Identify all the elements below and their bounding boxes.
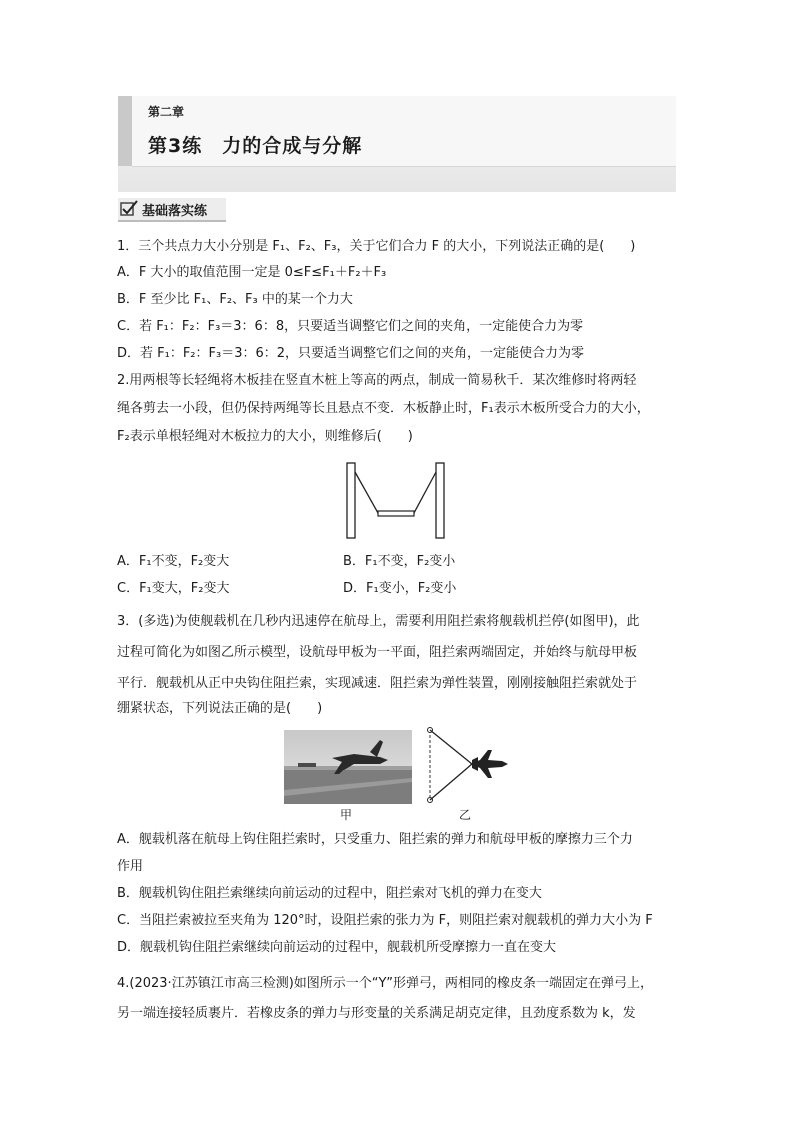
carrier-photo (284, 730, 412, 804)
question-3-stem-line-1: 3．(多选)为使舰载机在几秒内迅速停在航母上，需要利用阻拦索将舰载机拦停(如图甲)，此 (117, 614, 640, 629)
question-3-stem-line-3: 平行．舰载机从正中央钩住阻拦索，实现减速．阻拦索为弹性装置，刚刚接触阻拦索就处于 (117, 676, 638, 691)
section-label: 基础落实练 (142, 204, 208, 219)
question-2-stem-line-2: 绳各剪去一小段，但仍保持两绳等长且悬点不变．木板静止时，F₁表示木板所受合力的大小， (117, 401, 650, 416)
figure-caption-jia: 甲 (340, 808, 353, 822)
question-2-stem-line-3: F₂表示单根轻绳对木板拉力的大小，则维修后( ) (117, 429, 413, 444)
question-2-option-b: B．F₁不变，F₂变小 (343, 554, 456, 569)
question-3-option-d: D．舰载机钩住阻拦索继续向前运动的过程中，舰载机所受摩擦力一直在变大 (117, 940, 557, 955)
checkbox-icon (120, 200, 138, 216)
header-accent-bar (118, 96, 132, 166)
swing-figure (344, 460, 450, 542)
question-1-option-d: D．若 F₁：F₂：F₃＝3：6：2，只要适当调整它们之间的夹角，一定能使合力为零 (117, 346, 585, 361)
question-3-option-a-line-2: 作用 (117, 859, 144, 874)
question-2-option-a: A．F₁不变，F₂变大 (117, 554, 230, 569)
question-1-option-a: A．F 大小的取值范围一定是 0≤F≤F₁＋F₂＋F₃ (117, 265, 387, 280)
question-3-option-b: B．舰载机钩住阻拦索继续向前运动的过程中，阻拦索对飞机的弹力在变大 (117, 886, 542, 901)
question-2-option-d: D．F₁变小，F₂变小 (343, 581, 457, 596)
question-3-option-a-line-1: A．舰载机落在航母上钩住阻拦索时，只受重力、阻拦索的弹力和航母甲板的摩擦力三个力 (117, 832, 633, 847)
question-2-stem-line-1: 2.用两根等长轻绳将木板挂在竖直木桩上等高的两点，制成一简易秋千．某次维修时将两轻 (117, 373, 637, 388)
question-1-option-b: B．F 至少比 F₁、F₂、F₃ 中的某一个力大 (117, 292, 353, 307)
question-3-option-c: C．当阻拦索被拉至夹角为 120°时，设阻拦索的张力为 F，则阻拦索对舰载机的弹力大小为 F (117, 913, 653, 928)
question-4-stem-line-2: 另一端连接轻质裹片．若橡皮条的弹力与形变量的关系满足胡克定律，且劲度系数为 k，发 (117, 1006, 636, 1021)
question-1-option-c: C．若 F₁：F₂：F₃＝3：6：8，只要适当调整它们之间的夹角，一定能使合力为零 (117, 319, 584, 334)
question-1-stem: 1．三个共点力大小分别是 F₁、F₂、F₃，关于它们合力 F 的大小，下列说法正确的是( ) (117, 239, 636, 254)
figure-caption-yi: 乙 (459, 808, 472, 822)
practice-title: 第3练 力的合成与分解 (148, 135, 363, 157)
arresting-cable-model (422, 724, 514, 806)
chapter-label: 第二章 (148, 105, 185, 119)
question-2-option-c: C．F₁变大，F₂变大 (117, 581, 230, 596)
question-3-stem-line-4: 绷紧状态，下列说法正确的是( ) (117, 701, 323, 716)
question-3-stem-line-2: 过程可简化为如图乙所示模型，设航母甲板为一平面，阻拦索两端固定，并始终与航母甲板 (117, 645, 638, 660)
question-4-stem-line-1: 4.(2023·江苏镇江市高三检测)如图所示一个“Y”形弹弓，两相同的橡皮条一端固定在弹弓上， (117, 976, 653, 991)
